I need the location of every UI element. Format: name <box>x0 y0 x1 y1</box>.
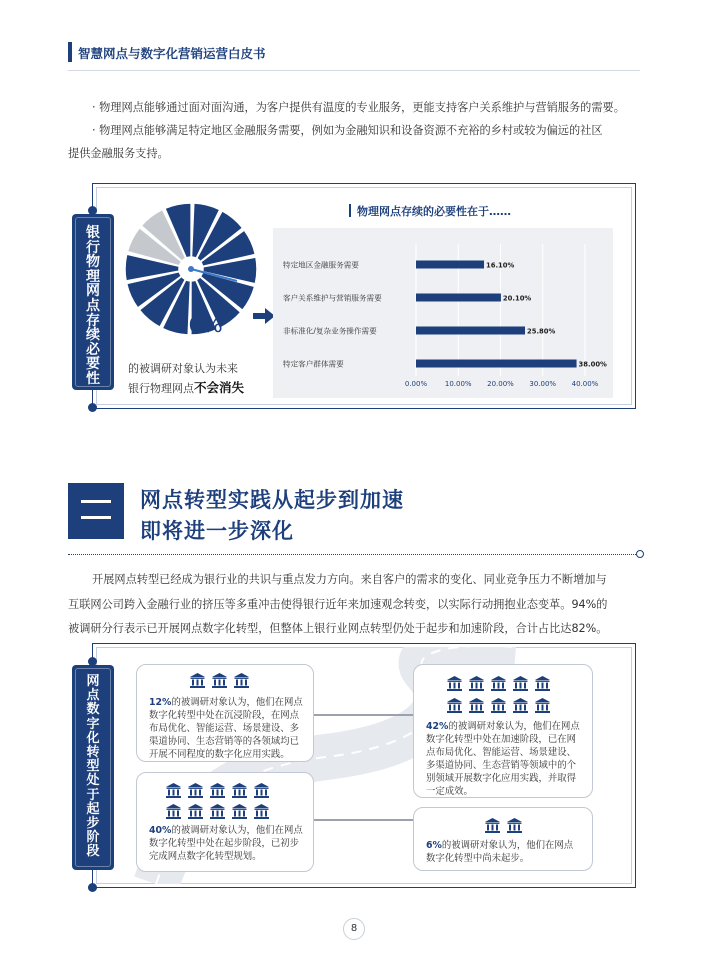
stage-card-line-text: 数字化转型中处在起步阶段，已初步 <box>149 838 300 849</box>
chart-x-tick-label: 40.00% <box>571 380 599 388</box>
header-accent-bar <box>68 42 72 62</box>
stage-card-line-text: 渠道协同、生态营销等的各领域均已 <box>149 736 300 747</box>
pie-percent-value: 86% <box>174 313 224 337</box>
side-label-char: 于 <box>86 787 100 803</box>
side-label-char: 处 <box>86 773 100 789</box>
stage-card-line <box>426 772 580 785</box>
stage-card-line-text: 点布局优化、智能运营、场景建设、 <box>426 747 577 758</box>
stage-card-line <box>149 824 303 837</box>
side-label-char: 必 <box>86 341 100 358</box>
chart-category-label: 客户关系维护与营销服务需要 <box>283 293 382 303</box>
side-label-char: 段 <box>86 844 100 860</box>
bank-icon <box>253 803 270 820</box>
section2-para-line-2: 互联网公司跨入金融行业的挤压等多重冲击使得银行近年来加速观念转变，以实际行动拥抱业态变革。94%的 <box>68 598 608 611</box>
bank-icon-row <box>165 782 270 799</box>
side-label-top-dot <box>88 206 97 215</box>
chart-x-tick-label: 30.00% <box>529 380 557 388</box>
stage-card-line-text: 开展不同程度的数字化应用实践。 <box>149 749 290 760</box>
bank-icon <box>484 817 501 834</box>
bank-icon <box>253 782 270 799</box>
chart-bar <box>416 261 484 269</box>
intro-line-1: · 物理网点能够通过面对面沟通，为客户提供有温度的专业服务，更能支持客户关系维护与营销服务的需要。 <box>92 101 625 114</box>
bank-icon <box>231 803 248 820</box>
section-number-stroke-2 <box>81 516 111 519</box>
stage-card-line <box>426 785 580 798</box>
bank-icon <box>534 675 551 692</box>
bank-icon-row <box>484 817 523 834</box>
stage-card-42-text <box>426 720 580 798</box>
side-label-char: 存 <box>86 312 100 329</box>
bank-icon <box>468 697 485 714</box>
stage-card-percent: 6% <box>426 840 442 851</box>
stage-card-line <box>426 733 580 746</box>
section2-para-line-1: 开展网点转型已经成为银行业的共识与重点发力方向。来自客户的需求的变化、同业竞争压力不断增加与 <box>92 573 607 586</box>
bank-icon <box>187 782 204 799</box>
bank-icon <box>187 803 204 820</box>
stage-card-42 <box>413 664 593 798</box>
chart-x-tick-label: 10.00% <box>444 380 472 388</box>
bank-icon <box>490 697 507 714</box>
side-label-necessity <box>72 214 114 390</box>
stage-card-6 <box>413 807 593 871</box>
stage-card-line-text: 的被调研对象认为，他们在网点 <box>171 697 303 708</box>
stage-card-line <box>426 852 573 865</box>
stage-card-percent: 40% <box>149 825 172 836</box>
bank-icon <box>211 672 228 689</box>
stage-card-line <box>149 837 303 850</box>
side-label-char: 阶 <box>86 830 100 846</box>
bank-icon <box>165 782 182 799</box>
bank-icon-row <box>165 803 270 820</box>
connector-12-42 <box>313 714 413 716</box>
section-number-box <box>68 483 124 539</box>
side-label-char: 续 <box>86 327 100 344</box>
chart-title-accent <box>349 204 351 217</box>
section-title-line-1: 网点转型实践从起步到加速 <box>140 488 404 512</box>
chart-value-label: 38.00% <box>578 360 607 369</box>
intro-line-2: · 物理网点能够满足特定地区金融服务需要，例如为金融知识和设备资源不充裕的乡村或较为偏远的社区 <box>92 124 603 137</box>
side-label-stage <box>72 665 114 870</box>
side-label-char: 字 <box>86 716 100 732</box>
side-label-char: 步 <box>86 816 100 832</box>
stage-card-line <box>426 746 580 759</box>
side-label-char: 转 <box>86 745 100 761</box>
stage-card-12-text <box>149 696 303 761</box>
stage-card-line <box>149 735 303 748</box>
stage-card-line <box>149 709 303 722</box>
stage-card-line-text: 数字化转型中处在加速阶段，已在网 <box>426 734 577 745</box>
bank-icon <box>165 803 182 820</box>
bank-icon <box>512 697 529 714</box>
bank-icon <box>231 782 248 799</box>
bank-icon <box>490 675 507 692</box>
side-label-char: 银 <box>86 225 100 241</box>
chart-x-tick-label: 20.00% <box>487 380 514 388</box>
side-label2-bottom-dot <box>88 883 97 892</box>
bank-icon <box>512 675 529 692</box>
side-label-char: 网 <box>86 674 100 689</box>
bank-icon <box>233 672 250 689</box>
side-label-char: 行 <box>86 239 100 256</box>
bank-icon <box>189 672 206 689</box>
side-label-char: 化 <box>86 730 100 746</box>
bank-icon <box>446 675 463 692</box>
stage-card-line-text: 布局优化、智能运营、场景建设、多 <box>149 723 300 734</box>
chart-bar <box>416 294 501 302</box>
stage-card-percent: 42% <box>426 721 449 732</box>
side-label-char: 网 <box>86 283 100 300</box>
section-dotted-divider <box>68 554 636 555</box>
stage-card-line-text: 别领域开展数字化应用实践，并取得 <box>426 773 577 784</box>
page-number: 8 <box>343 918 365 940</box>
section2-para-line-3: 被调研分行表示已开展网点数字化转型，但整体上银行业网点转型仍处于起步和加速阶段，合计占比达82%。 <box>68 622 608 635</box>
bank-icon <box>506 817 523 834</box>
stage-card-line <box>426 720 580 733</box>
bank-icon <box>209 803 226 820</box>
pie-caption-prefix: 银行物理网点 <box>128 382 194 395</box>
chart-bar <box>416 327 525 335</box>
page-header-title: 智慧网点与数字化营销运营白皮书 <box>78 46 266 61</box>
connector-40-6 <box>313 819 413 821</box>
stage-card-line <box>149 850 303 863</box>
stage-card-line <box>149 696 303 709</box>
bank-icon <box>534 697 551 714</box>
chart-title: 物理网点存续的必要性在于…… <box>357 205 511 218</box>
stage-card-line-text: 的被调研对象认为，他们在网点 <box>448 721 580 732</box>
stage-card-line <box>149 722 303 735</box>
chart-category-label: 非标准化/复杂业务操作需要 <box>283 326 377 336</box>
chart-bar <box>416 360 577 368</box>
stage-card-line-text: 完成网点数字化转型规划。 <box>149 851 262 862</box>
side-label2-top-dot <box>88 657 97 666</box>
stage-card-line-text: 的被调研对象认为，他们在网点 <box>171 825 303 836</box>
stage-card-line-text: 数字化转型中尚未起步。 <box>426 853 530 864</box>
stage-card-line-text: 多渠道协同、生态营销等领域中的个 <box>426 760 577 771</box>
stage-card-line <box>426 759 580 772</box>
side-label-bottom-dot <box>88 403 97 412</box>
side-label-char: 物 <box>86 254 100 271</box>
stage-card-40-text <box>149 824 303 863</box>
stage-card-6-text <box>426 839 573 865</box>
header-divider <box>68 70 640 71</box>
chart-value-label: 16.10% <box>486 261 515 270</box>
side-label-char: 性 <box>86 370 100 387</box>
side-label-char: 理 <box>86 268 100 285</box>
side-label-char: 型 <box>86 759 100 775</box>
side-label-char: 要 <box>86 356 100 373</box>
stage-card-line <box>426 839 573 852</box>
chart-category-label: 特定客户群体需要 <box>283 359 344 369</box>
stage-card-line-text: 的被调研对象认为，他们在网点 <box>441 840 574 851</box>
bank-icon-row <box>446 675 551 692</box>
chart-value-label: 20.10% <box>502 294 532 303</box>
side-label-char: 起 <box>86 801 100 817</box>
chart-category-label: 特定地区金融服务需要 <box>283 260 359 270</box>
bank-icon <box>468 675 485 692</box>
pie-caption-line-2 <box>128 378 244 396</box>
intro-line-3: 提供金融服务支持。 <box>68 147 169 160</box>
chart-x-tick-label: 0.00% <box>404 380 428 388</box>
bank-icon <box>209 782 226 799</box>
pie-caption-line-1: 的被调研对象认为未来 <box>128 362 238 375</box>
side-label-char: 数 <box>86 702 100 718</box>
side-label-char: 点 <box>86 688 100 704</box>
stage-card-40 <box>136 772 314 872</box>
stage-card-12 <box>136 664 314 762</box>
bank-icon-row <box>446 697 551 714</box>
bank-icon <box>446 697 463 714</box>
pie-pointer-dot <box>188 266 194 272</box>
stage-card-percent: 12% <box>149 697 172 708</box>
bar-chart <box>273 228 613 398</box>
stage-card-line-text: 数字化转型中处在沉浸阶段，在网点 <box>149 710 300 721</box>
section-number-stroke-1 <box>81 500 111 503</box>
chart-value-label: 25.80% <box>527 327 556 336</box>
pie-caption-bold: 不会消失 <box>194 380 245 395</box>
stage-card-line <box>149 748 303 761</box>
bank-icon-row <box>189 672 250 689</box>
divider-end-circle <box>636 550 644 558</box>
side-label-char: 点 <box>86 297 100 314</box>
stage-card-line-text: 一定成效。 <box>426 786 473 797</box>
section-title-line-2: 即将进一步深化 <box>140 519 294 543</box>
